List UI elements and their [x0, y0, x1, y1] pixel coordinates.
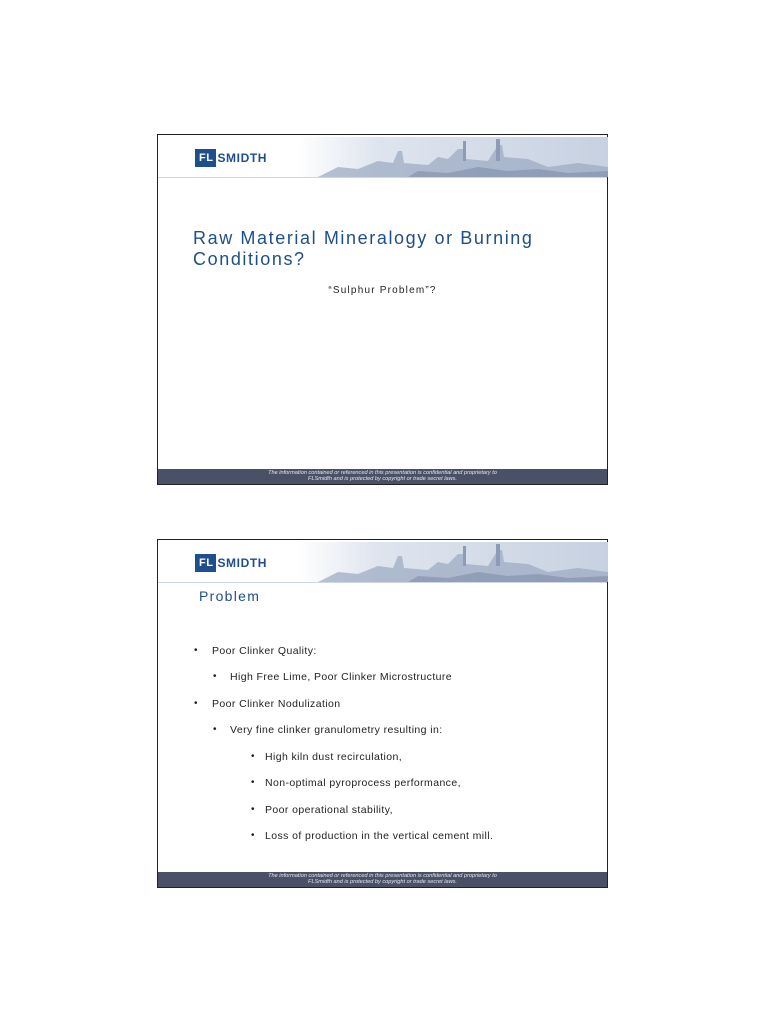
slide-subtitle: “Sulphur Problem”? [328, 285, 437, 296]
bullet-level-2: • High Free Lime, Poor Clinker Microstructure [213, 671, 453, 683]
slide-1 [157, 134, 608, 485]
industrial-plant-banner-image [298, 137, 608, 177]
footer-line-2: FLSmidth and is protected by copyright or trade secret laws. [308, 476, 457, 483]
bullet-level-3: • Poor operational stability, [251, 804, 393, 816]
slide-title: Raw Material Mineralogy or Burning Conditions? [193, 228, 534, 269]
slide-header [158, 135, 607, 177]
header-divider [158, 177, 607, 178]
bullet-level-2: • Very fine clinker granulometry resulting in: [213, 724, 443, 736]
footer-line-2: FLSmidth and is protected by copyright or trade secret laws. [308, 879, 457, 886]
header-divider [158, 582, 607, 583]
flsmidth-logo [195, 554, 267, 572]
logo-text: SMIDTH [217, 151, 268, 165]
logo-text: SMIDTH [217, 556, 268, 570]
slide-2 [157, 539, 608, 888]
industrial-plant-banner-image [298, 542, 608, 582]
bullet-level-3: • Non-optimal pyroprocess performance, [251, 777, 461, 789]
confidentiality-footer [158, 872, 607, 887]
logo-box: FL [195, 554, 216, 572]
footer-line-1: The information contained or referenced in this presentation is confidential and proprietary to [268, 873, 497, 879]
footer-line-1: The information contained or referenced in this presentation is confidential and proprietary to [268, 470, 497, 476]
slide-header [158, 540, 607, 582]
bullet-level-3: • Loss of production in the vertical cement mill. [251, 830, 494, 842]
confidentiality-footer [158, 469, 607, 484]
bullet-level-1: • Poor Clinker Quality: [194, 645, 317, 657]
bullet-level-3: • High kiln dust recirculation, [251, 751, 403, 763]
logo-box: FL [195, 149, 216, 167]
slide-title: Problem [199, 588, 261, 604]
flsmidth-logo [195, 149, 267, 167]
bullet-level-1: • Poor Clinker Nodulization [194, 698, 341, 710]
